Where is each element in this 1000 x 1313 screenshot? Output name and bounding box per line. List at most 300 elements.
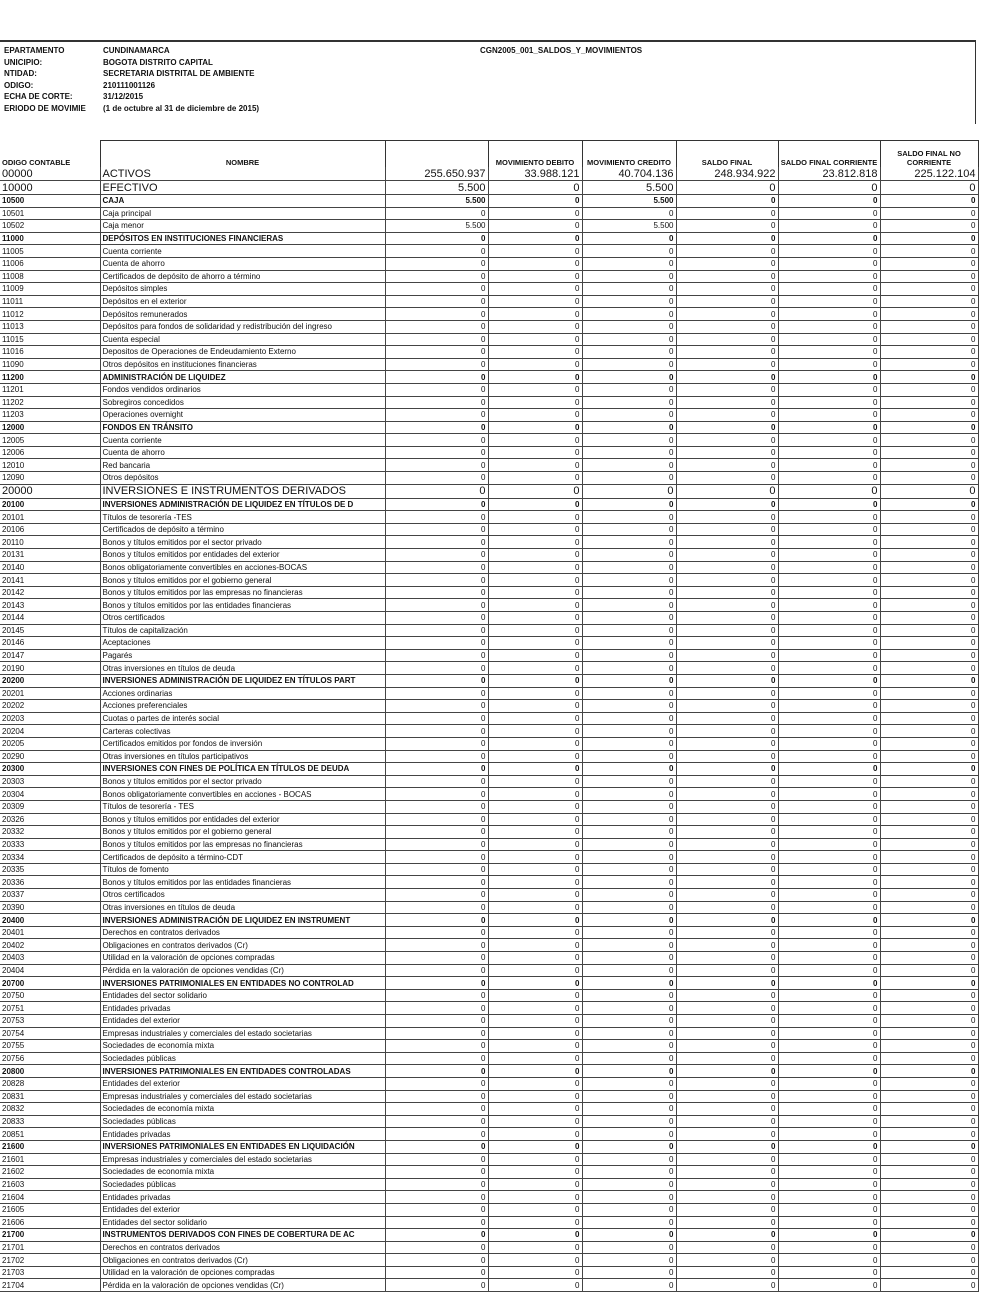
amount-cell: 0: [582, 952, 676, 965]
table-row: [0, 914, 978, 927]
amount-cell: 0: [582, 977, 676, 990]
account-name: INVERSIONES ADMINISTRACIÓN DE LIQUIDEZ EN TÍTULOS PART: [100, 674, 385, 687]
amount-cell: 0: [385, 574, 488, 587]
amount-cell: 0: [582, 649, 676, 662]
amount-cell: 0: [385, 1103, 488, 1116]
amount-cell: 0: [385, 1279, 488, 1292]
amount-cell: 0: [880, 1002, 978, 1015]
amount-cell: 0: [880, 851, 978, 864]
account-code: 21603: [0, 1178, 100, 1191]
amount-cell: 0: [676, 346, 778, 359]
amount-cell: 0: [676, 952, 778, 965]
amount-cell: 0: [385, 459, 488, 472]
amount-cell: 0: [582, 333, 676, 346]
amount-cell: 0: [385, 1077, 488, 1090]
amount-cell: 0: [488, 851, 582, 864]
amount-cell: 0: [582, 498, 676, 511]
account-name: Sociedades de economía mixta: [100, 1166, 385, 1179]
amount-cell: 0: [880, 295, 978, 308]
account-code: 20800: [0, 1065, 100, 1078]
amount-cell: 0: [880, 1279, 978, 1292]
amount-cell: 0: [880, 320, 978, 333]
amount-cell: 0: [676, 1140, 778, 1153]
amount-cell: 0: [880, 863, 978, 876]
amount-cell: 0: [385, 637, 488, 650]
account-code: 11011: [0, 295, 100, 308]
table-row: [0, 1241, 978, 1254]
amount-cell: 0: [385, 1052, 488, 1065]
account-name: Fondos vendidos ordinarios: [100, 383, 385, 396]
amount-cell: 0: [676, 232, 778, 245]
amount-cell: 0: [880, 1241, 978, 1254]
account-code: 00000: [0, 167, 100, 181]
table-row: [0, 1090, 978, 1103]
amount-cell: 0: [778, 346, 880, 359]
account-name: Entidades del sector solidario: [100, 1216, 385, 1229]
account-code: 20832: [0, 1103, 100, 1116]
amount-cell: 0: [488, 409, 582, 422]
amount-cell: 0: [778, 1254, 880, 1267]
amount-cell: 0: [582, 813, 676, 826]
amount-cell: 0: [778, 1266, 880, 1279]
amount-cell: 0: [676, 1203, 778, 1216]
table-row: [0, 320, 978, 333]
amount-cell: 0: [385, 409, 488, 422]
amount-cell: 0: [778, 1090, 880, 1103]
account-code: 20300: [0, 763, 100, 776]
amount-cell: 0: [488, 549, 582, 562]
amount-cell: 0: [385, 826, 488, 839]
amount-cell: 0: [778, 863, 880, 876]
amount-cell: 0: [582, 712, 676, 725]
amount-cell: 0: [880, 1216, 978, 1229]
amount-cell: 0: [880, 333, 978, 346]
account-code: 20303: [0, 775, 100, 788]
account-name: INVERSIONES ADMINISTRACIÓN DE LIQUIDEZ EN TÍTULOS DE D: [100, 498, 385, 511]
amount-cell: 0: [582, 863, 676, 876]
amount-cell: 0: [385, 1191, 488, 1204]
account-code: 21702: [0, 1254, 100, 1267]
amount-cell: 0: [582, 1266, 676, 1279]
amount-cell: 0: [488, 220, 582, 233]
account-code: 20333: [0, 838, 100, 851]
account-code: 20110: [0, 536, 100, 549]
column-header: SALDO FINAL: [676, 141, 778, 168]
amount-cell: 0: [778, 687, 880, 700]
amount-cell: 0: [488, 700, 582, 713]
table-row: [0, 763, 978, 776]
amount-cell: 0: [488, 800, 582, 813]
amount-cell: 0: [385, 333, 488, 346]
amount-cell: 0: [582, 763, 676, 776]
table-row: [0, 333, 978, 346]
amount-cell: 0: [676, 1077, 778, 1090]
account-name: Depósitos simples: [100, 283, 385, 296]
amount-cell: 0: [582, 700, 676, 713]
account-code: 11005: [0, 245, 100, 258]
amount-cell: 0: [488, 1241, 582, 1254]
table-row: [0, 649, 978, 662]
amount-cell: 0: [582, 434, 676, 447]
amount-cell: 0: [880, 586, 978, 599]
amount-cell: 0: [676, 536, 778, 549]
amount-cell: 0: [582, 409, 676, 422]
account-code: 20337: [0, 889, 100, 902]
amount-cell: 0: [488, 459, 582, 472]
amount-cell: 0: [385, 813, 488, 826]
table-row: [0, 396, 978, 409]
amount-cell: 0: [488, 434, 582, 447]
amount-cell: 0: [582, 1216, 676, 1229]
table-row: [0, 838, 978, 851]
amount-cell: 0: [488, 1103, 582, 1116]
amount-cell: 0: [676, 876, 778, 889]
amount-cell: 0: [385, 270, 488, 283]
amount-cell: 0: [778, 1077, 880, 1090]
amount-cell: 0: [676, 1153, 778, 1166]
amount-cell: 0: [385, 1040, 488, 1053]
account-name: Bonos obligatoriamente convertibles en acciones - BOCAS: [100, 788, 385, 801]
amount-cell: 0: [488, 876, 582, 889]
amount-cell: 0: [385, 1115, 488, 1128]
amount-cell: 0: [488, 725, 582, 738]
account-code: 11000: [0, 232, 100, 245]
amount-cell: 0: [778, 1140, 880, 1153]
account-name: Carteras colectivas: [100, 725, 385, 738]
account-name: Pérdida en la valoración de opciones vendidas (Cr): [100, 964, 385, 977]
header-field-value: BOGOTA DISTRITO CAPITAL: [103, 57, 213, 67]
column-header: MOVIMIENTO CREDITO: [582, 141, 676, 168]
amount-cell: 0: [880, 1103, 978, 1116]
amount-cell: 0: [676, 1178, 778, 1191]
amount-cell: 0: [778, 901, 880, 914]
table-body: [0, 167, 978, 1292]
amount-cell: 0: [385, 1128, 488, 1141]
amount-cell: 0: [880, 826, 978, 839]
report-title: CGN2005_001_SALDOS_Y_MOVIMIENTOS: [480, 46, 643, 55]
amount-cell: 0: [582, 358, 676, 371]
amount-cell: 0: [488, 813, 582, 826]
amount-cell: 0: [488, 1002, 582, 1015]
amount-cell: 0: [582, 876, 676, 889]
amount-cell: 0: [385, 1015, 488, 1028]
account-code: 20336: [0, 876, 100, 889]
amount-cell: 0: [676, 574, 778, 587]
account-code: 11008: [0, 270, 100, 283]
amount-cell: 0: [778, 1203, 880, 1216]
amount-cell: 0: [676, 599, 778, 612]
account-name: Cuenta de ahorro: [100, 257, 385, 270]
account-name: Sociedades públicas: [100, 1052, 385, 1065]
account-code: 12090: [0, 472, 100, 485]
amount-cell: 0: [778, 181, 880, 195]
amount-cell: 0: [676, 1103, 778, 1116]
amount-cell: 0: [582, 851, 676, 864]
amount-cell: 0: [676, 964, 778, 977]
amount-cell: 0: [488, 1140, 582, 1153]
amount-cell: 0: [582, 687, 676, 700]
amount-cell: 0: [778, 612, 880, 625]
account-code: 20202: [0, 700, 100, 713]
amount-cell: 0: [582, 599, 676, 612]
amount-cell: 0: [488, 358, 582, 371]
account-code: 20204: [0, 725, 100, 738]
amount-cell: 0: [880, 1191, 978, 1204]
amount-cell: 0: [676, 220, 778, 233]
account-name: Cuenta corriente: [100, 245, 385, 258]
amount-cell: 0: [582, 674, 676, 687]
amount-cell: 0: [582, 1229, 676, 1242]
amount-cell: 0: [582, 1153, 676, 1166]
amount-cell: 0: [676, 687, 778, 700]
table-row: [0, 637, 978, 650]
amount-cell: 0: [488, 1090, 582, 1103]
amount-cell: 0: [676, 421, 778, 434]
amount-cell: 0: [582, 1166, 676, 1179]
account-code: 11203: [0, 409, 100, 422]
account-code: 20142: [0, 586, 100, 599]
account-name: Depósitos para fondos de solidaridad y redistribución del ingreso: [100, 320, 385, 333]
account-name: Empresas industriales y comerciales del estado societarias: [100, 1027, 385, 1040]
amount-cell: 0: [778, 851, 880, 864]
account-name: EFECTIVO: [100, 181, 385, 195]
amount-cell: 23.812.818: [778, 167, 880, 181]
amount-cell: 0: [488, 181, 582, 195]
amount-cell: 0: [582, 901, 676, 914]
amount-cell: 0: [778, 1040, 880, 1053]
amount-cell: 0: [778, 889, 880, 902]
table-row: [0, 926, 978, 939]
amount-cell: 0: [385, 674, 488, 687]
column-header: SALDO FINAL NO CORRIENTE: [880, 141, 978, 168]
amount-cell: 225.122.104: [880, 167, 978, 181]
table-row: [0, 472, 978, 485]
amount-cell: 0: [880, 472, 978, 485]
account-code: 11202: [0, 396, 100, 409]
amount-cell: 0: [488, 599, 582, 612]
amount-cell: 0: [488, 446, 582, 459]
account-name: Cuenta corriente: [100, 434, 385, 447]
amount-cell: 0: [385, 549, 488, 562]
amount-cell: 0: [385, 737, 488, 750]
amount-cell: 5.500: [385, 195, 488, 208]
account-name: Certificados de depósito de ahorro a término: [100, 270, 385, 283]
header-field-value: (1 de octubre al 31 de diciembre de 2015): [103, 103, 260, 113]
amount-cell: 0: [385, 700, 488, 713]
amount-cell: 0: [385, 346, 488, 359]
account-code: 10500: [0, 195, 100, 208]
amount-cell: 0: [778, 674, 880, 687]
amount-cell: 0: [676, 270, 778, 283]
amount-cell: 0: [778, 876, 880, 889]
table-row: [0, 536, 978, 549]
account-name: Otros depósitos en instituciones financieras: [100, 358, 385, 371]
table-row: [0, 876, 978, 889]
amount-cell: 0: [488, 283, 582, 296]
amount-cell: 40.704.136: [582, 167, 676, 181]
account-code: 20750: [0, 989, 100, 1002]
amount-cell: 33.988.121: [488, 167, 582, 181]
amount-cell: 0: [582, 826, 676, 839]
amount-cell: 0: [488, 207, 582, 220]
account-name: Derechos en contratos derivados: [100, 1241, 385, 1254]
amount-cell: 0: [385, 901, 488, 914]
amount-cell: 0: [676, 409, 778, 422]
account-name: FONDOS EN TRÁNSITO: [100, 421, 385, 434]
amount-cell: 0: [676, 1040, 778, 1053]
table-row: [0, 624, 978, 637]
table-row: [0, 232, 978, 245]
amount-cell: 0: [488, 320, 582, 333]
amount-cell: 0: [385, 1254, 488, 1267]
table-row: [0, 1203, 978, 1216]
column-header: MOVIMIENTO DEBITO: [488, 141, 582, 168]
amount-cell: 0: [488, 649, 582, 662]
amount-cell: 0: [676, 1052, 778, 1065]
amount-cell: 0: [676, 989, 778, 1002]
amount-cell: 0: [880, 498, 978, 511]
table-row: [0, 283, 978, 296]
amount-cell: 0: [778, 1027, 880, 1040]
account-code: 21605: [0, 1203, 100, 1216]
account-code: 11006: [0, 257, 100, 270]
table-row: [0, 549, 978, 562]
amount-cell: 248.934.922: [676, 167, 778, 181]
amount-cell: 0: [488, 1052, 582, 1065]
amount-cell: 0: [880, 257, 978, 270]
table-row: [0, 511, 978, 524]
amount-cell: 0: [778, 371, 880, 384]
table-row: [0, 195, 978, 208]
amount-cell: 5.500: [385, 181, 488, 195]
amount-cell: 0: [778, 775, 880, 788]
account-code: 20326: [0, 813, 100, 826]
account-name: INVERSIONES ADMINISTRACIÓN DE LIQUIDEZ EN INSTRUMENT: [100, 914, 385, 927]
amount-cell: 0: [778, 624, 880, 637]
account-code: 11013: [0, 320, 100, 333]
amount-cell: 0: [488, 270, 582, 283]
amount-cell: 0: [676, 624, 778, 637]
amount-cell: 0: [778, 1191, 880, 1204]
account-code: 20753: [0, 1015, 100, 1028]
account-name: Bonos obligatoriamente convertibles en acciones-BOCAS: [100, 561, 385, 574]
account-code: 20101: [0, 511, 100, 524]
amount-cell: 0: [880, 687, 978, 700]
amount-cell: 0: [488, 586, 582, 599]
amount-cell: 0: [488, 863, 582, 876]
amount-cell: 0: [385, 207, 488, 220]
account-name: CAJA: [100, 195, 385, 208]
amount-cell: 0: [778, 232, 880, 245]
amount-cell: 0: [778, 939, 880, 952]
amount-cell: 0: [385, 838, 488, 851]
amount-cell: 0: [582, 283, 676, 296]
amount-cell: 0: [880, 1140, 978, 1153]
table-row: [0, 498, 978, 511]
amount-cell: 0: [582, 725, 676, 738]
amount-cell: 0: [385, 1203, 488, 1216]
amount-cell: 0: [880, 232, 978, 245]
account-name: Entidades del sector solidario: [100, 989, 385, 1002]
amount-cell: 0: [880, 775, 978, 788]
amount-cell: 0: [880, 1203, 978, 1216]
account-name: Entidades del exterior: [100, 1077, 385, 1090]
table-row: [0, 687, 978, 700]
amount-cell: 0: [676, 725, 778, 738]
amount-cell: 0: [385, 649, 488, 662]
amount-cell: 0: [676, 308, 778, 321]
table-row: [0, 813, 978, 826]
amount-cell: 0: [778, 586, 880, 599]
amount-cell: 0: [385, 775, 488, 788]
amount-cell: 0: [385, 1241, 488, 1254]
amount-cell: 0: [880, 1229, 978, 1242]
table-row: [0, 523, 978, 536]
account-code: 12010: [0, 459, 100, 472]
table-row: [0, 245, 978, 258]
table-row: [0, 207, 978, 220]
amount-cell: 0: [676, 649, 778, 662]
amount-cell: 0: [582, 396, 676, 409]
amount-cell: 0: [676, 1279, 778, 1292]
table-row: [0, 181, 978, 195]
account-name: Títulos de fomento: [100, 863, 385, 876]
header-field-label: ECHA DE CORTE:: [4, 92, 73, 101]
amount-cell: 0: [582, 484, 676, 498]
table-header-row: [0, 141, 978, 168]
amount-cell: 0: [385, 914, 488, 927]
amount-cell: 0: [488, 901, 582, 914]
account-name: Cuotas o partes de interés social: [100, 712, 385, 725]
table-row: [0, 725, 978, 738]
amount-cell: 0: [582, 1027, 676, 1040]
amount-cell: 0: [778, 1052, 880, 1065]
amount-cell: 0: [582, 561, 676, 574]
amount-cell: 0: [880, 346, 978, 359]
amount-cell: 0: [488, 674, 582, 687]
amount-cell: 0: [676, 434, 778, 447]
amount-cell: 0: [488, 687, 582, 700]
amount-cell: 0: [488, 195, 582, 208]
amount-cell: 0: [488, 396, 582, 409]
amount-cell: 0: [778, 358, 880, 371]
account-code: 20828: [0, 1077, 100, 1090]
amount-cell: 0: [778, 245, 880, 258]
account-name: Certificados emitidos por fondos de inversión: [100, 737, 385, 750]
amount-cell: 0: [880, 220, 978, 233]
amount-cell: 0: [582, 1128, 676, 1141]
account-code: 20106: [0, 523, 100, 536]
account-code: 20754: [0, 1027, 100, 1040]
amount-cell: 0: [778, 750, 880, 763]
amount-cell: 0: [880, 763, 978, 776]
amount-cell: 0: [880, 737, 978, 750]
account-code: 21704: [0, 1279, 100, 1292]
amount-cell: 0: [676, 901, 778, 914]
table-row: [0, 939, 978, 952]
amount-cell: 0: [880, 1115, 978, 1128]
table-row: [0, 1027, 978, 1040]
amount-cell: 0: [385, 1266, 488, 1279]
account-name: Otros certificados: [100, 889, 385, 902]
amount-cell: 0: [880, 446, 978, 459]
account-name: Sobregiros concedidos: [100, 396, 385, 409]
amount-cell: 0: [488, 939, 582, 952]
amount-cell: 0: [880, 549, 978, 562]
table-row: [0, 295, 978, 308]
account-name: ACTIVOS: [100, 167, 385, 181]
amount-cell: 0: [676, 245, 778, 258]
